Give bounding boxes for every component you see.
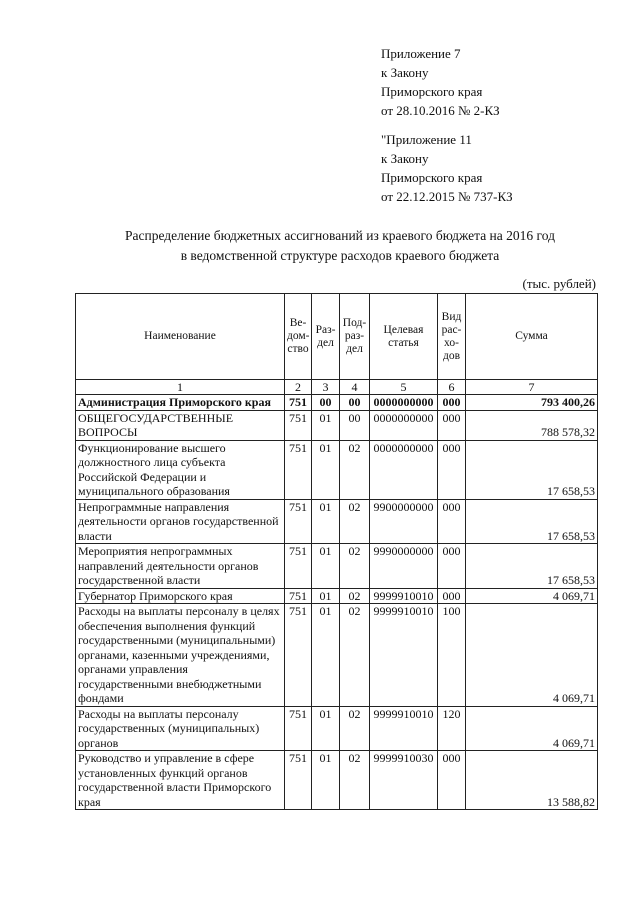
appendix-11-line: Приморского края — [381, 170, 483, 185]
cell-sum: 17 658,53 — [466, 440, 598, 499]
cell-razdel: 01 — [312, 751, 340, 810]
column-number: 5 — [370, 380, 438, 395]
header-razdel — [312, 294, 340, 380]
cell-podrazdel: 00 — [340, 410, 370, 440]
cell-name: ОБЩЕГОСУДАРСТВЕННЫЕ ВОПРОСЫ — [76, 410, 285, 440]
cell-ved: 751 — [285, 395, 312, 411]
document-title-line1: Распределение бюджетных ассигнований из краевого бюджета на 2016 год — [125, 228, 555, 243]
header-target — [370, 294, 438, 380]
cell-vid: 120 — [438, 706, 466, 751]
column-number: 7 — [466, 380, 598, 395]
appendix-7-line: от 28.10.2016 № 2-КЗ — [381, 103, 500, 118]
cell-podrazdel: 02 — [340, 499, 370, 544]
table-header-row — [76, 294, 598, 380]
cell-target: 0000000000 — [370, 395, 438, 411]
cell-name: Расходы на выплаты персоналу в целях обеспечения выполнения функций государственными (муниципальными) органами, казенными учреждениями, органами управления государственными внебюджетными фондами — [76, 604, 285, 707]
cell-podrazdel: 02 — [340, 440, 370, 499]
cell-vid: 100 — [438, 604, 466, 707]
cell-podrazdel: 02 — [340, 544, 370, 589]
cell-podrazdel: 02 — [340, 588, 370, 604]
table-row — [76, 440, 598, 499]
cell-razdel: 01 — [312, 588, 340, 604]
header-vid-text: Вид рас- хо- дов — [441, 310, 462, 362]
cell-razdel: 01 — [312, 706, 340, 751]
cell-sum: 788 578,32 — [466, 410, 598, 440]
cell-sum: 17 658,53 — [466, 499, 598, 544]
header-target-text: Целевая статья — [383, 323, 424, 349]
cell-vid: 000 — [438, 499, 466, 544]
cell-ved: 751 — [285, 706, 312, 751]
header-podrazdel — [340, 294, 370, 380]
cell-vid: 000 — [438, 395, 466, 411]
header-ved — [285, 294, 312, 380]
cell-sum: 793 400,26 — [466, 395, 598, 411]
column-number-row — [76, 380, 598, 395]
header-vid — [438, 294, 466, 380]
cell-razdel: 01 — [312, 440, 340, 499]
cell-sum: 17 658,53 — [466, 544, 598, 589]
appendix-11-header — [381, 130, 513, 206]
cell-name: Расходы на выплаты персоналу государственных (муниципальных) органов — [76, 706, 285, 751]
column-number: 2 — [285, 380, 312, 395]
table-row — [76, 588, 598, 604]
cell-target: 9999910010 — [370, 604, 438, 707]
table-row — [76, 410, 598, 440]
cell-vid: 000 — [438, 751, 466, 810]
cell-name: Мероприятия непрограммных направлений деятельности органов государственной власти — [76, 544, 285, 589]
appendix-11-line: "Приложение 11 — [381, 132, 472, 147]
cell-target: 9999910010 — [370, 588, 438, 604]
cell-ved: 751 — [285, 544, 312, 589]
cell-vid: 000 — [438, 440, 466, 499]
column-number: 3 — [312, 380, 340, 395]
document-title-line2: в ведомственной структуре расходов краевого бюджета — [180, 248, 500, 263]
cell-podrazdel: 02 — [340, 706, 370, 751]
header-ved-text: Ве- дом- ство — [287, 317, 310, 355]
cell-target: 9990000000 — [370, 544, 438, 589]
document-title — [60, 226, 620, 266]
table-row — [76, 706, 598, 751]
appendix-7-header — [381, 44, 500, 120]
units-label: (тыс. рублей) — [522, 276, 596, 291]
appendix-7-line: Приложение 7 — [381, 46, 461, 61]
header-sum: Сумма — [466, 294, 598, 380]
appendix-11-line: от 22.12.2015 № 737-КЗ — [381, 189, 513, 204]
cell-target: 9900000000 — [370, 499, 438, 544]
cell-target: 0000000000 — [370, 410, 438, 440]
table-row — [76, 604, 598, 707]
appendix-7-line: к Закону — [381, 65, 429, 80]
cell-razdel: 01 — [312, 544, 340, 589]
cell-vid: 000 — [438, 410, 466, 440]
cell-razdel: 01 — [312, 604, 340, 707]
appendix-7-line: Приморского края — [381, 84, 483, 99]
appendix-11-line: к Закону — [381, 151, 429, 166]
table-row — [76, 395, 598, 411]
cell-sum: 4 069,71 — [466, 706, 598, 751]
cell-razdel: 01 — [312, 410, 340, 440]
cell-podrazdel: 02 — [340, 604, 370, 707]
cell-razdel: 00 — [312, 395, 340, 411]
cell-name: Губернатор Приморского края — [76, 588, 285, 604]
cell-name: Непрограммные направления деятельности органов государственной власти — [76, 499, 285, 544]
cell-ved: 751 — [285, 410, 312, 440]
cell-vid: 000 — [438, 588, 466, 604]
column-number: 4 — [340, 380, 370, 395]
cell-ved: 751 — [285, 440, 312, 499]
table-row — [76, 751, 598, 810]
cell-razdel: 01 — [312, 499, 340, 544]
table-row — [76, 499, 598, 544]
cell-ved: 751 — [285, 499, 312, 544]
budget-table — [75, 293, 598, 810]
cell-ved: 751 — [285, 604, 312, 707]
cell-podrazdel: 00 — [340, 395, 370, 411]
cell-ved: 751 — [285, 751, 312, 810]
table-row — [76, 544, 598, 589]
cell-name: Функционирование высшего должностного лица субъекта Российской Федерации и муниципального образования — [76, 440, 285, 499]
cell-sum: 13 588,82 — [466, 751, 598, 810]
cell-name: Руководство и управление в сфере установленных функций органов государственной власти Приморского края — [76, 751, 285, 810]
header-podrazdel-text: Под- раз- дел — [342, 317, 367, 355]
column-number: 1 — [76, 380, 285, 395]
cell-podrazdel: 02 — [340, 751, 370, 810]
cell-target: 0000000000 — [370, 440, 438, 499]
cell-sum: 4 069,71 — [466, 588, 598, 604]
cell-vid: 000 — [438, 544, 466, 589]
cell-sum: 4 069,71 — [466, 604, 598, 707]
cell-name: Администрация Приморского края — [76, 395, 285, 411]
cell-ved: 751 — [285, 588, 312, 604]
cell-target: 9999910010 — [370, 706, 438, 751]
column-number: 6 — [438, 380, 466, 395]
cell-target: 9999910030 — [370, 751, 438, 810]
table-body — [76, 395, 598, 810]
header-razdel-text: Раз- дел — [315, 323, 336, 349]
header-name: Наименование — [76, 294, 285, 380]
